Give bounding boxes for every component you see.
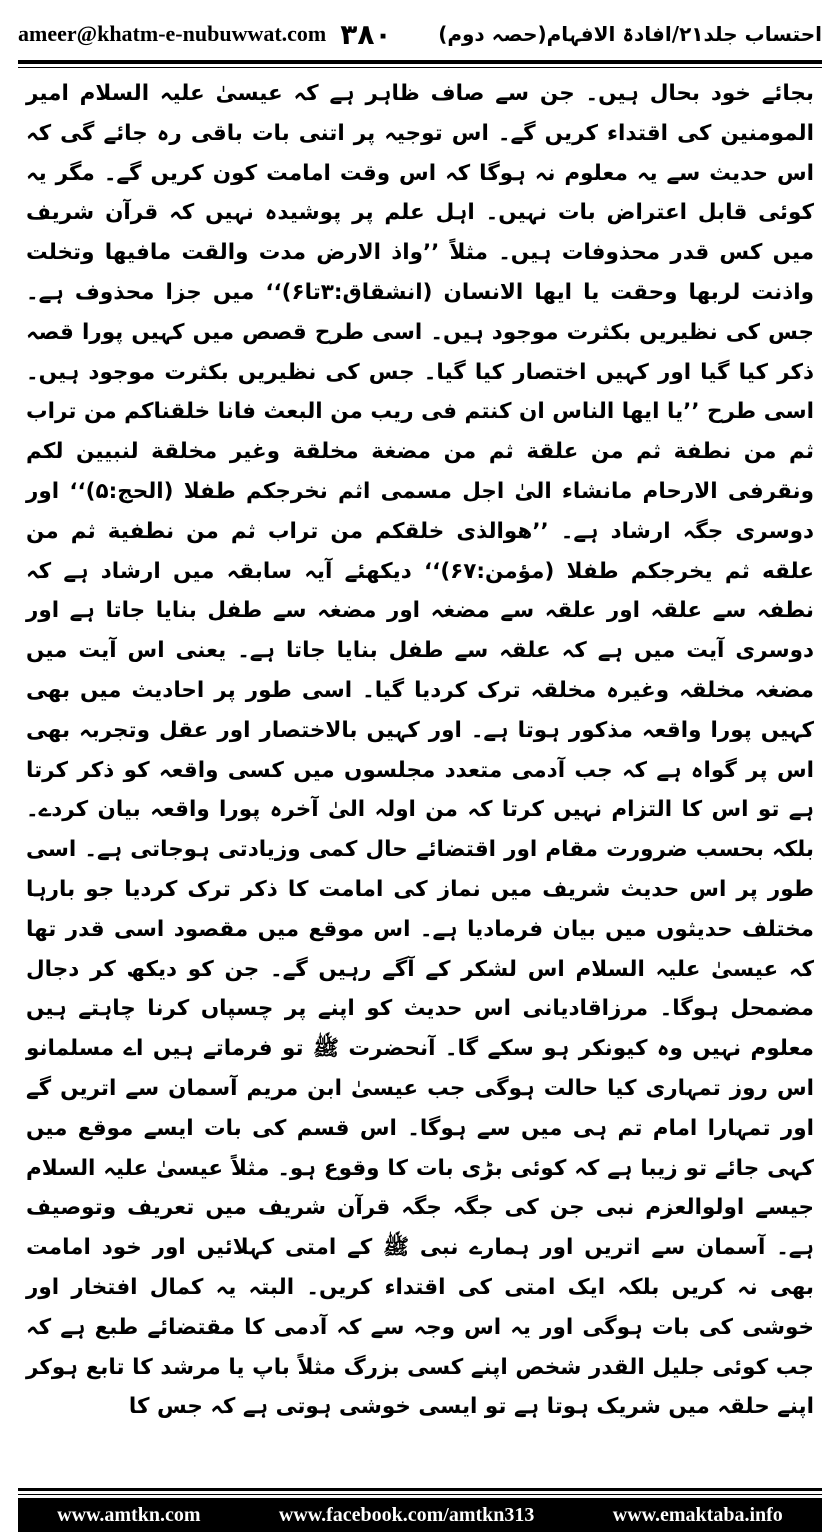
- footer-link-emaktaba[interactable]: www.emaktaba.info: [612, 1503, 783, 1526]
- running-title: احتساب جلد۲۱/افادۃ الافہام(حصہ دوم): [438, 22, 822, 46]
- footer-link-amtkn[interactable]: www.amtkn.com: [57, 1503, 201, 1526]
- header-rule: [18, 60, 822, 64]
- footer-bar: [18, 1498, 822, 1532]
- header-left: [18, 18, 392, 51]
- body-text: [26, 74, 814, 1448]
- body-paragraph: بجائے خود بحال ہیں۔ جن سے صاف ظاہر ہے کہ عیسیٰ علیہ السلام امیر المومنین کی اقتداء کریں گے۔ اس توجیہ پر اتنی بات باقی رہ جائے گی کہ اس حدیث سے یہ معلوم نہ ہوگا کہ اس وقت امامت کون کریں گے۔ مگر یہ کوئی قابل اعتراض بات نہیں۔ اہل علم پر پوشیدہ نہیں کہ قرآن شریف میں کس قدر محذوفات ہیں۔ مثلاً ’’واذ الارض مدت والقت مافیھا وتخلت واذنت لربھا وحقت یا ایھا الانسان (انشقاق:۳تا۶)‘‘ میں جزا محذوف ہے۔ جس کی نظیریں بکثرت موجود ہیں۔ اسی طرح قصص میں کہیں پورا قصہ ذکر کیا گیا اور کہیں اختصار کیا گیا۔ جس کی نظیریں بکثرت موجود ہیں۔ اسی طرح ’’یا ایھا الناس ان کنتم فی ریب من البعث فانا خلقناکم من تراب ثم من نطفة ثم من علقة ثم من مضغة مخلقة وغیر مخلقة لنبیین لکم ونقرفی الارحام مانشاء الیٰ اجل مسمی اثم نخرجکم طفلا (الحج:۵)‘‘ اور دوسری جگہ ارشاد ہے۔ ’’ھوالذی خلقکم من تراب ثم من نطفیة ثم من علقه ثم یخرجکم طفلا (مؤمن:۶۷)‘‘ دیکھئے آیہ سابقہ میں ارشاد ہے کہ نطفہ سے علقہ اور علقہ سے مضغہ اور مضغہ سے طفل بنایا جاتا ہے اور دوسری آیت میں ہے کہ علقہ سے طفل بنایا جاتا ہے۔ یعنی اس آیت میں مضغہ مخلقہ وغیرہ مخلقہ ترک کردیا گیا۔ اسی طور پر احادیث میں بھی کہیں پورا واقعہ مذکور ہوتا ہے۔ اور کہیں بالاختصار اور عقل وتجربہ بھی اس پر گواہ ہے کہ جب آدمی متعدد مجلسوں میں کسی واقعہ کو ذکر کرتا ہے تو اس کا التزام نہیں کرتا کہ من اولہ الیٰ آخرہ پورا واقعہ بیان کردے۔ بلکہ بحسب ضرورت مقام اور اقتضائے حال کمی وزیادتی ہوجاتی ہے۔ اسی طور پر اس حدیث شریف میں نماز کی امامت کا ذکر ترک کردیا جو بارہا مختلف حدیثوں میں بیان فرمادیا ہے۔ اس موقع میں مقصود اسی قدر تھا کہ عیسیٰ علیہ السلام اس لشکر کے آگے رہیں گے۔ جن کو دیکھ کر دجال مضمحل ہوگا۔ مرزاقادیانی اس حدیث کو اپنے پر چسپاں کرنا چاہتے ہیں معلوم نہیں وہ کیونکر ہو سکے گا۔ آنحضرت ﷺ تو فرماتے ہیں اے مسلمانو اس روز تمہاری کیا حالت ہوگی جب عیسیٰ ابن مریم آسمان سے اتریں گے اور تمہارا امام تم ہی میں سے ہوگا۔ اس قسم کی بات ایسے موقع میں کہی جائے تو زیبا ہے کہ کوئی بڑی بات کا وقوع ہو۔ مثلاً عیسیٰ علیہ السلام جیسے اولوالعزم نبی جن کی جگہ جگہ قرآن شریف میں تعریف وتوصیف ہے۔ آسمان سے اتریں اور ہمارے نبی ﷺ کے امتی کہلائیں اور خود امامت بھی نہ کریں بلکہ ایک امتی کی اقتداء کریں۔ البتہ یہ کمال افتخار اور خوشی کی بات ہوگی اور یہ اس وجہ سے کہ آدمی کا مقتضائے طبع ہے کہ جب کوئی جلیل القدر شخص اپنے کسی بزرگ مثلاً باپ یا مرشد کا تابع ہوکر اپنے حلقہ میں شریک ہوتا ہے تو ایسی خوشی ہوتی ہے کہ جس کا: [26, 81, 814, 1420]
- page-header: [18, 14, 822, 54]
- header-rule-thin: [18, 67, 822, 68]
- footer-rule-thin: [18, 1494, 822, 1495]
- footer-link-facebook[interactable]: www.facebook.com/amtkn313: [278, 1503, 535, 1526]
- page-number: ٣٨٠: [340, 17, 392, 51]
- footer-rule: [18, 1488, 822, 1491]
- header-email[interactable]: ameer@khatm-e-nubuwwat.com: [18, 21, 327, 46]
